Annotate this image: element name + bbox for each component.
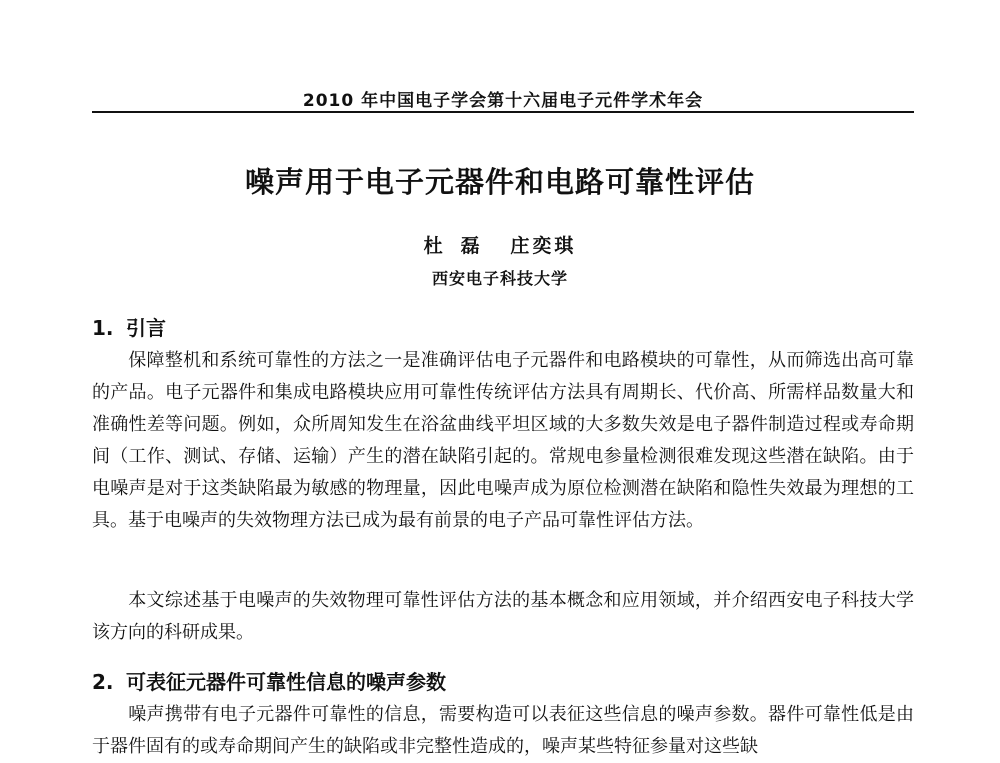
section-number: 2. (92, 670, 114, 694)
paragraph (92, 345, 914, 537)
header-rule (92, 111, 914, 113)
paragraph-text: 本文综述基于电噪声的失效物理可靠性评估方法的基本概念和应用领域，并介绍西安电子科技大学该方向的科研成果。 (92, 590, 914, 643)
section-number: 1. (92, 316, 114, 340)
author-name: 庄奕琪 (510, 235, 577, 257)
section-title: 可表征元器件可靠性信息的噪声参数 (126, 670, 446, 694)
section-heading-noise-parameters (92, 666, 446, 695)
paragraph (92, 585, 914, 649)
paragraph-text: 保障整机和系统可靠性的方法之一是准确评估电子元器件和电路模块的可靠性，从而筛选出高可靠的产品。电子元器件和集成电路模块应用可靠性传统评估方法具有周期长、代价高、所需样品数量大和准确性差等问题。例如，众所周知发生在浴盆曲线平坦区域的大多数失效是电子器件制造过程或寿命期间（工作、测试、存储、运输）产生的潜在缺陷引起的。常规电参量检测很难发现这些潜在缺陷。由于电噪声是对于这类缺陷最为敏感的物理量，因此电噪声成为原位检测潜在缺陷和隐性失效最为理想的工具。基于电噪声的失效物理方法已成为最有前景的电子产品可靠性评估方法。 (92, 350, 914, 531)
paper-title: 噪声用于电子元器件和电路可靠性评估 (244, 165, 755, 199)
author-affiliation: 西安电子科技大学 (431, 269, 568, 288)
running-header: 2010 年中国电子学会第十六届电子元件学术年会 (302, 91, 704, 111)
paragraph-text: 噪声携带有电子元器件可靠性的信息，需要构造可以表征这些信息的噪声参数。器件可靠性低是由于器件固有的或寿命期间产生的缺陷或非完整性造成的，噪声某些特征参量对这些缺 (92, 704, 914, 757)
section-title: 引言 (126, 316, 166, 340)
author-name: 杜磊 (423, 235, 498, 257)
author-list (0, 231, 1000, 258)
section-heading-introduction (92, 312, 166, 341)
paragraph (92, 699, 914, 763)
